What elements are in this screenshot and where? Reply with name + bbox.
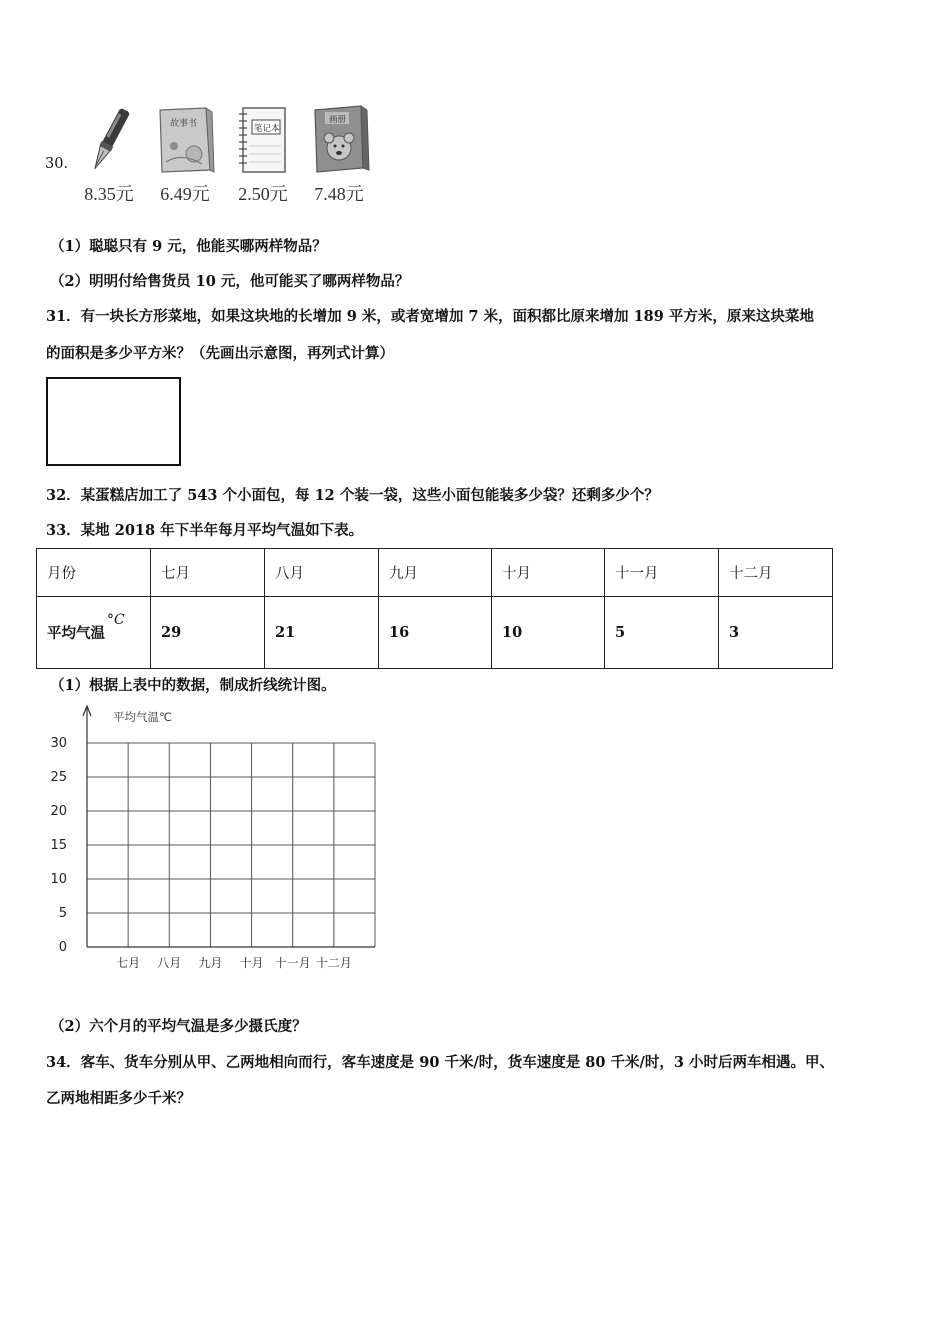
header-label-cell: 月份 [37,549,151,597]
q30-sub1: （1）聪聪只有 9 元，他能买哪两样物品？ [50,238,327,255]
month-cell: 七月 [151,549,265,597]
q34-line2: 乙两地相距多少千米？ [46,1090,191,1107]
q32-text: 32．某蛋糕店加工了 543 个小面包，每 12 个装一袋，这些小面包能装多少袋？还剩多少个？ [46,487,659,504]
y-tick-label: 5 [58,906,67,921]
y-tick-label: 0 [58,940,67,955]
y-tick-label: 30 [50,736,67,751]
value-cell: 16 [379,597,492,669]
month-cell: 十二月 [719,549,833,597]
value-cell: 10 [492,597,605,669]
table-row-months [37,549,833,597]
item-storybook [150,104,220,206]
value-cell: 5 [605,597,719,669]
album-icon [307,104,371,176]
notebook-label: 笔记本 [254,124,280,134]
price-notebook: 2.50元 [238,184,288,204]
q33-sub1: （1）根据上表中的数据，制成折线统计图。 [50,677,336,694]
x-tick-label: 十二月 [315,956,352,970]
q33-sub2: （2）六个月的平均气温是多少摄氏度？ [50,1018,307,1035]
chart-title: 平均气温℃ [113,710,172,724]
y-tick-label: 15 [50,838,67,853]
x-tick-label: 九月 [198,956,223,970]
storybook-label: 故事书 [170,119,198,129]
line-chart-grid [40,700,400,985]
x-tick-label: 七月 [116,956,141,970]
q34-line1: 34．客车、货车分别从甲、乙两地相向而行，客车速度是 90 千米/时，货车速度是 80 千米/时，3 小时后两车相遇。甲、 [46,1054,834,1071]
month-cell: 十一月 [605,549,719,597]
fountain-pen-icon [84,104,134,176]
row-label-cell [37,597,151,669]
album-label: 画册 [329,115,347,125]
month-cell: 八月 [265,549,379,597]
month-cell: 十月 [492,549,605,597]
x-tick-label: 十月 [239,956,264,970]
price-pen: 8.35元 [84,184,134,204]
chart-layer [50,706,375,970]
x-tick-label: 八月 [157,956,182,970]
y-tick-label: 10 [50,872,67,887]
item-pen [78,104,140,206]
value-cell: 21 [265,597,379,669]
q33-intro: 33．某地 2018 年下半年每月平均气温如下表。 [46,522,364,539]
storybook-icon [154,104,216,176]
q30-sub2: （2）明明付给售货员 10 元，他可能买了哪两样物品？ [50,273,410,290]
item-album [304,104,374,206]
notebook-icon [235,104,291,176]
item-notebook [230,104,296,206]
y-tick-label: 25 [50,770,67,785]
price-storybook: 6.49元 [160,184,210,204]
row-label-text: 平均气温 [47,625,105,642]
sketch-rectangle [46,377,181,466]
q30-number: 30． [45,156,78,172]
table-row-values [37,597,833,669]
value-cell: 3 [719,597,833,669]
price-album: 7.48元 [314,184,364,204]
y-tick-label: 20 [50,804,67,819]
unit-label: °C [107,612,125,628]
temperature-table [36,548,833,669]
value-cell: 29 [151,597,265,669]
q31-line1: 31．有一块长方形菜地，如果这块地的长增加 9 米，或者宽增加 7 米，面积都比原来增加 189 平方米，原来这块菜地 [46,308,814,325]
q31-line2: 的面积是多少平方米？（先画出示意图，再列式计算） [46,345,394,362]
x-tick-label: 十一月 [274,956,311,970]
month-cell: 九月 [379,549,492,597]
